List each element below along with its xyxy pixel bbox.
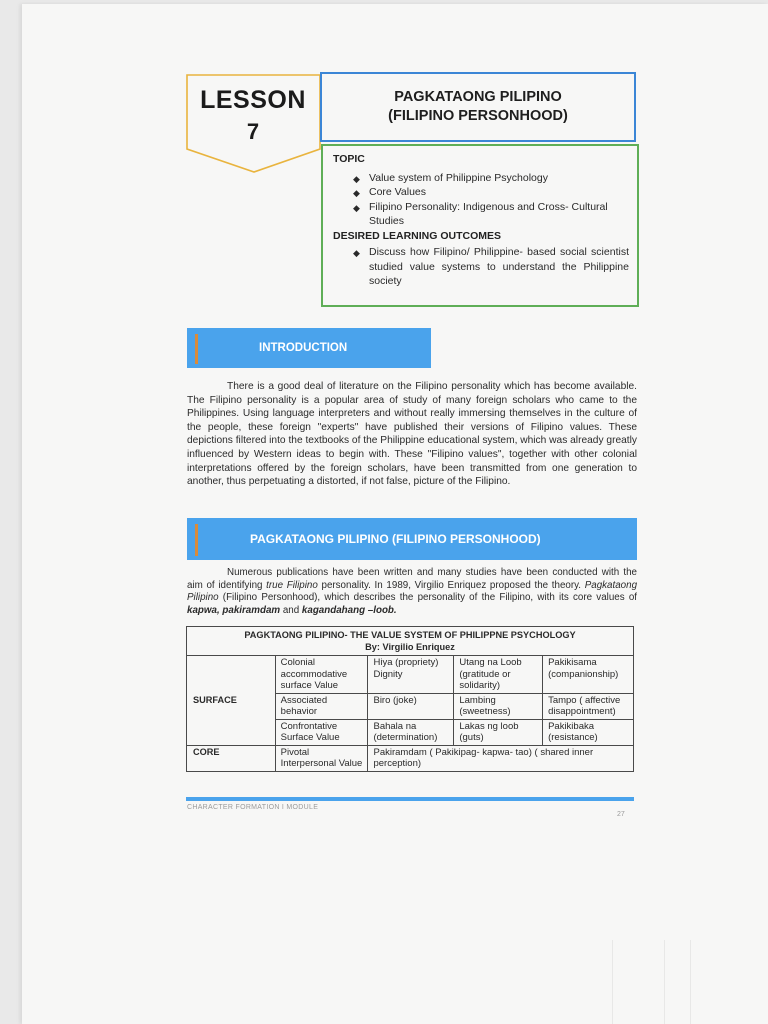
page-number: 27 [617,811,625,818]
topic-heading: TOPIC [333,153,365,165]
topic-box [321,144,639,307]
table-cell: Colonial accommodative surface Value [275,656,368,694]
lesson-title-box [320,72,636,142]
introduction-banner [187,328,431,368]
table-cell: Lambing (sweetness) [454,693,543,719]
table-cell: Pakikibaka (resistance) [543,719,634,745]
bullet-diamond-icon: ◆ [353,173,360,184]
table-byline: By: Virgilio Enriquez [365,641,455,652]
topic-item: ◆ Filipino Personality: Indigenous and Cross- Cultural Studies [353,200,608,227]
topic-item: ◆ Value system of Philippine Psychology [353,171,629,186]
outcomes-list [333,245,629,289]
scan-streak [612,940,613,1024]
lesson-title: PAGKATAONG PILIPINO [394,89,562,105]
lesson-subtitle: (FILIPINO PERSONHOOD) [388,108,568,124]
lesson-number: 7 [246,119,260,144]
value-system-table [186,626,634,772]
personhood-paragraph: Numerous publications have been written and many studies have been conducted with the aim of identifying true Filipino personality. In 1989, Virgilio Enriquez proposed the theory. Pagkataong Pilipino (Filipino Personhood), which describes the personality of the Filipino, with its core values of kapwa, pakiramdam and kagandahang –loob. [187,567,638,616]
outcome-item: ◆ Discuss how Filipino/ Philippine- based social scientist studied value systems to understand the Philippine society [353,246,629,287]
lesson-badge [186,74,322,174]
table-cell: Hiya (propriety) Dignity [368,656,454,694]
personhood-banner [187,518,637,560]
banner-accent-bar [195,334,198,364]
banner-accent-bar [195,524,198,556]
table-cell: Biro (joke) [368,693,454,719]
lesson-label: LESSON [200,86,306,114]
scan-streak [690,940,691,1024]
surface-label: SURFACE [187,656,276,746]
introduction-paragraph: There is a good deal of literature on the Filipino personality which has become available. The Filipino personality is a popular area of study of many foreign scholars who came to the Philippines. Using language interpreters and without really immersing themselves in the culture of the people, these foreign "experts" have published their versions of Filipino values. These depictions filtered into the textbooks of the Philippine educational system, which was already greatly influenced by Western ideas to begin with. These "Filipino values", together with other colonial interpretations offered by the foreign scholars, have been transmitted from one generation to another, thus perpetuating a distorted, if not false, picture of the Filipino. [187,381,637,488]
table-cell: Utang na Loob (gratitude or solidarity) [454,656,543,694]
table-header-row [187,627,634,656]
table-cell: Bahala na (determination) [368,719,454,745]
table-title-cell [187,627,634,656]
topic-item: ◆ Core Values [353,185,629,200]
table-title: PAGKTAONG PILIPINO- THE VALUE SYSTEM OF PHILIPPNE PSYCHOLOGY [244,630,576,640]
table-cell: Lakas ng loob (guts) [454,719,543,745]
table-cell: Pakikisama (companionship) [543,656,634,694]
bullet-diamond-icon: ◆ [353,188,360,198]
table-cell: Pivotal Interpersonal Value [275,745,368,771]
table-cell: Pakiramdam ( Pakikipag- kapwa- tao) ( shared inner perception) [368,745,634,771]
table-row [187,656,634,694]
table-cell: Confrontative Surface Value [275,719,368,745]
topic-list [333,171,629,229]
introduction-heading: INTRODUCTION [259,342,348,354]
table-cell: Tampo ( affective disappointment) [543,693,634,719]
outcomes-heading: DESIRED LEARNING OUTCOMES [333,229,502,242]
table-cell: Associated behavior [275,693,368,719]
table-row [187,745,634,771]
bullet-diamond-icon: ◆ [353,248,360,258]
scan-streak [664,940,665,1024]
bullet-diamond-icon: ◆ [353,202,360,213]
personhood-heading: PAGKATAONG PILIPINO (FILIPINO PERSONHOOD) [250,532,541,546]
page-bottom-rule [186,797,634,801]
core-label: CORE [187,745,276,771]
footer-module-label: CHARACTER FORMATION I MODULE [187,804,319,811]
